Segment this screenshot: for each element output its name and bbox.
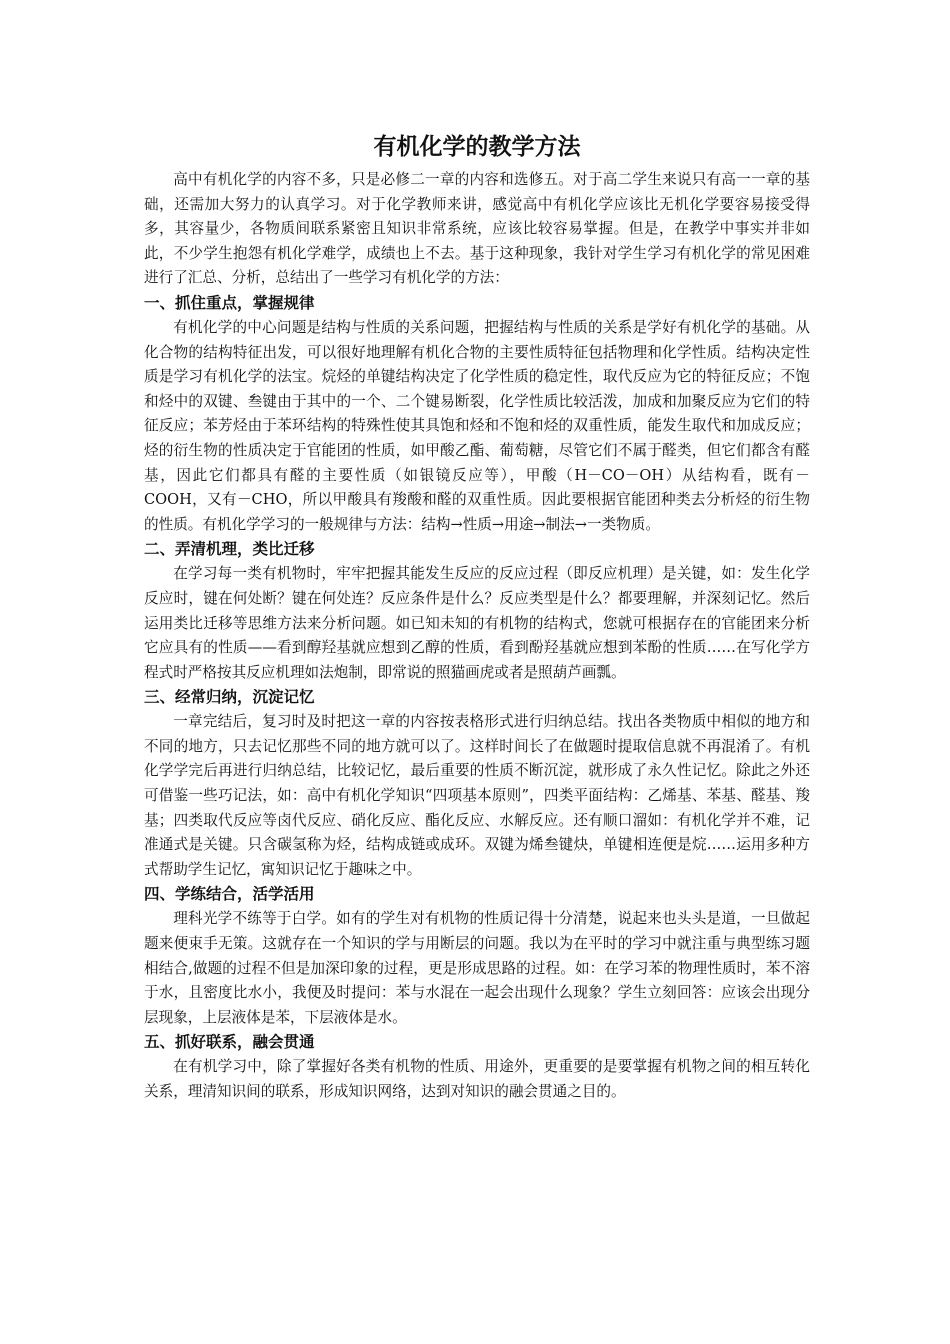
document-page	[144, 130, 810, 1105]
section-body-4: 理科光学不练等于白学。如有的学生对有机物的性质记得十分清楚，说起来也头头是道，一旦做起题来便束手无策。这就存在一个知识的学与用断层的问题。我以为在平时的学习中就注重与典型练习题相结合,做题的过程不但是加深印象的过程，更是形成思路的过程。如：在学习苯的物理性质时，苯不溶于水，且密度比水小，我便及时提问：苯与水混在一起会出现什么现象？学生立刻回答：应该会出现分层现象，上层液体是苯，下层液体是水。	[144, 910, 810, 1026]
document-title: 有机化学的教学方法	[373, 134, 581, 160]
section-heading-2: 二、弄清机理，类比迁移	[144, 540, 315, 559]
section-body-3: 一章完结后，复习时及时把这一章的内容按表格形式进行归纳总结。找出各类物质中相似的地方和不同的地方，只去记忆那些不同的地方就可以了。这样时间长了在做题时提取信息就不再混淆了。有机化学学完后再进行归纳总结，比较记忆，最后重要的性质不断沉淀，就形成了永久性记忆。除此之外还可借鉴一些巧记法，如：高中有机化学知识“四项基本原则”，四类平面结构：乙烯基、苯基、醛基、羧基；四类取代反应等卤代反应、硝化反应、酯化反应、水解反应。还有顺口溜如：有机化学并不难，记准通式是关键。只含碳氢称为烃，结构成链或成环。双键为烯叁键炔，单键相连便是烷……运用多种方式帮助学生记忆，寓知识记忆于趣味之中。	[144, 713, 810, 878]
section-body-1: 有机化学的中心问题是结构与性质的关系问题，把握结构与性质的关系是学好有机化学的基础。从化合物的结构特征出发，可以很好地理解有机化合物的主要性质特征包括物理和化学性质。结构决定性质是学习有机化学的法宝。烷烃的单键结构决定了化学性质的稳定性，取代反应为它的特征反应；不饱和烃中的双键、叁键由于其中的一个、二个键易断裂，化学性质比较活泼，加成和加聚反应为它们的特征反应；苯芳烃由于苯环结构的特殊性使其具饱和烃和不饱和烃的双重性质，能发生取代和加成反应；烃的衍生物的性质决定于官能团的性质，如甲酸乙酯、葡萄糖，尽管它们不属于醛类，但它们都含有醛基，因此它们都具有醛的主要性质（如银镜反应等），甲酸（H－CO－OH）从结构看，既有－COOH，又有－CHO，所以甲酸具有羧酸和醛的双重性质。因此要根据官能团种类去分析烃的衍生物的性质。有机化学学习的一般规律与方法：结构→性质→用途→制法→一类物质。	[144, 318, 810, 533]
intro-paragraph: 高中有机化学的内容不多，只是必修二一章的内容和选修五。对于高二学生来说只有高一一章的基础，还需加大努力的认真学习。对于化学教师来讲，感觉高中有机化学应该比无机化学要容易接受得多，其容量少，各物质间联系紧密且知识非常系统，应该比较容易掌握。但是，在教学中事实并非如此，不少学生抱怨有机化学难学，成绩也上不去。基于这种现象，我针对学生学习有机化学的常见困难进行了汇总、分析，总结出了一些学习有机化学的方法：	[144, 171, 810, 287]
section-body-5: 在有机学习中，除了掌握好各类有机物的性质、用途外，更重要的是要掌握有机物之间的相互转化关系，理清知识间的联系，形成知识网络，达到对知识的融会贯通之目的。	[144, 1058, 810, 1100]
section-heading-3: 三、经常归纳，沉淀记忆	[144, 688, 315, 707]
section-body-2: 在学习每一类有机物时，牢牢把握其能发生反应的反应过程（即反应机理）是关键，如：发生化学反应时，键在何处断？键在何处连？反应条件是什么？反应类型是什么？都要理解，并深刻记忆。然后运用类比迁移等思维方法来分析问题。如已知未知的有机物的结构式，您就可根据存在的官能团来分析它应具有的性质——看到醇羟基就应想到乙醇的性质，看到酚羟基就应想到苯酚的性质……在写化学方程式时严格按其反应机理如法炮制，即常说的照猫画虎或者是照葫芦画瓢。	[144, 565, 810, 681]
section-heading-4: 四、学练结合，活学活用	[144, 885, 315, 904]
section-heading-5: 五、抓好联系，融会贯通	[144, 1033, 315, 1052]
section-heading-1: 一、抓住重点，掌握规律	[144, 293, 315, 312]
